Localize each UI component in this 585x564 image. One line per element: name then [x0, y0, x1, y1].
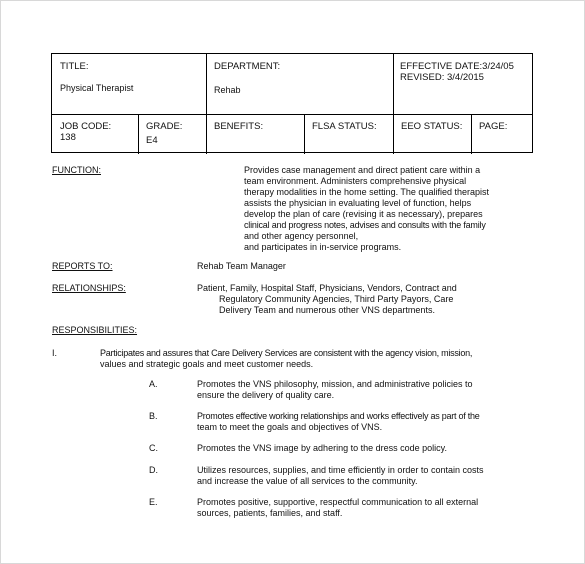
function-label: FUNCTION: — [52, 165, 101, 175]
header-table — [51, 53, 533, 153]
grade-label: GRADE: — [146, 121, 183, 132]
item-line: Promotes effective working relationships and works effectively as part of the — [197, 411, 480, 421]
job-code-label: JOB CODE: — [60, 121, 112, 132]
responsibilities-label: RESPONSIBILITIES: — [52, 325, 138, 335]
title-label: TITLE: — [60, 61, 89, 72]
eeo-status-label: EEO STATUS: — [401, 121, 463, 132]
column-divider — [471, 114, 472, 154]
function-line: therapy modalities in the home setting. The qualified therapist — [244, 187, 489, 197]
item-line: Promotes the VNS image by adhering to the dress code policy. — [197, 443, 447, 453]
section-text — [100, 348, 500, 370]
column-divider — [138, 114, 139, 154]
benefits-label: BENEFITS: — [214, 121, 264, 132]
section-numeral: I. — [52, 348, 58, 358]
item-line: Utilizes resources, supplies, and time efficiently in order to contain costs — [197, 465, 484, 475]
list-item — [197, 465, 499, 487]
title-value: Physical Therapist — [60, 83, 134, 93]
function-line: clinical and progress notes, advises and consults with the family — [244, 220, 486, 230]
column-divider — [393, 54, 394, 154]
revised-date: REVISED: 3/4/2015 — [400, 72, 484, 83]
item-letter: E. — [149, 497, 158, 507]
item-letter: C. — [149, 443, 158, 453]
relationships-line: Patient, Family, Hospital Staff, Physicians, Vendors, Contract and — [197, 283, 457, 293]
function-line: assists the physician in evaluating level of function, helps — [244, 198, 472, 208]
section-line: Participates and assures that Care Delivery Services are consistent with the agency vision, mission, — [100, 348, 473, 358]
item-letter: A. — [149, 379, 158, 389]
item-line: ensure the delivery of quality care. — [197, 390, 335, 400]
item-line: sources, patients, families, and staff. — [197, 508, 343, 518]
effective-date: EFFECTIVE DATE:3/24/05 — [400, 61, 514, 72]
function-text — [244, 165, 500, 253]
column-divider — [304, 114, 305, 154]
item-line: Promotes positive, supportive, respectful communication to all external — [197, 497, 479, 507]
function-line: and other agency personnel, — [244, 231, 359, 241]
list-item — [197, 379, 499, 401]
flsa-status-label: FLSA STATUS: — [312, 121, 377, 132]
section-line: values and strategic goals and meet customer needs. — [100, 359, 314, 369]
relationships-line: Delivery Team and numerous other VNS departments. — [219, 305, 435, 315]
reports-to-label: REPORTS TO: — [52, 261, 113, 271]
table-row-divider — [52, 114, 532, 115]
department-label: DEPARTMENT: — [214, 61, 281, 72]
function-line: and participates in in-service programs. — [244, 242, 402, 252]
item-letter: D. — [149, 465, 158, 475]
list-item — [197, 443, 499, 454]
relationships-text — [197, 283, 499, 316]
grade-value: E4 — [146, 135, 158, 146]
job-code-value: 138 — [60, 132, 76, 143]
department-value: Rehab — [214, 85, 241, 95]
function-line: Provides case management and direct patient care within a — [244, 165, 481, 175]
item-line: Promotes the VNS philosophy, mission, and administrative policies to — [197, 379, 473, 389]
relationships-label: RELATIONSHIPS: — [52, 283, 126, 293]
list-item — [197, 497, 499, 519]
item-line: and increase the value of all services to the community. — [197, 476, 418, 486]
function-line: team environment. Administers comprehensive physical — [244, 176, 467, 186]
function-line: develop the plan of care (revising it as necessary), prepares — [244, 209, 483, 219]
list-item — [197, 411, 501, 433]
page-label: PAGE: — [479, 121, 508, 132]
reports-to-value: Rehab Team Manager — [197, 261, 286, 271]
item-letter: B. — [149, 411, 158, 421]
column-divider — [206, 54, 207, 154]
relationships-line: Regulatory Community Agencies, Third Party Payors, Care — [219, 294, 454, 304]
item-line: team to meet the goals and objectives of VNS. — [197, 422, 383, 432]
